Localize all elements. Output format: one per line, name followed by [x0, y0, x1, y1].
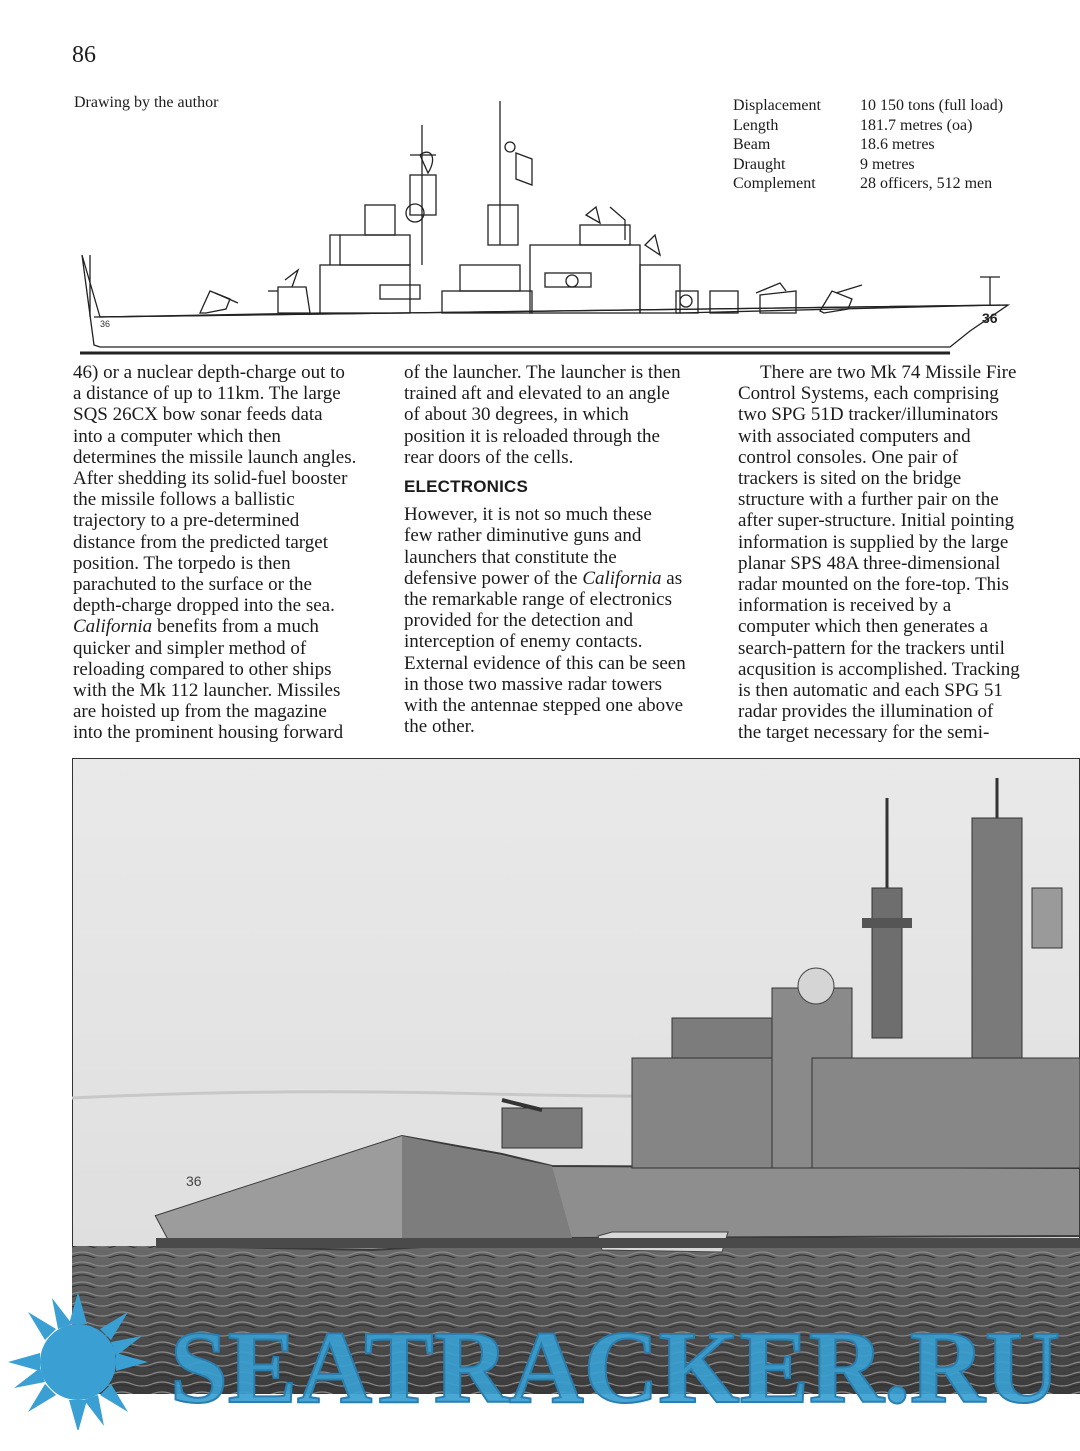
text-line: radar provides the illumination of: [738, 701, 994, 723]
text-line: [73, 616, 356, 637]
text-line: with associated computers and: [738, 425, 971, 447]
spec-label: Length: [733, 116, 779, 134]
text-line: [404, 568, 686, 589]
text-line: determines the missile launch angles.: [73, 446, 357, 468]
forward-launcher: [200, 291, 230, 313]
hull-outline: [82, 255, 1008, 347]
text-fragment: benefits from a much: [152, 616, 319, 638]
text-line: the remarkable range of electronics: [404, 589, 672, 611]
text-column-2: [404, 362, 686, 737]
watermark-text: SEATRACKER.RU: [170, 1310, 1060, 1425]
spec-label: Beam: [733, 136, 771, 153]
section-heading-electronics: ELECTRONICS: [404, 477, 529, 497]
text-line: computer which then generates a: [738, 616, 989, 638]
photo-bridge: [632, 1058, 792, 1168]
bridge-structure: [320, 265, 410, 313]
text-line: information is received by a: [738, 595, 952, 617]
text-line: radar mounted on the fore-top. This: [738, 574, 1009, 596]
text-line: the other.: [404, 716, 475, 738]
text-column-1: [73, 362, 356, 744]
text-line: control consoles. One pair of: [738, 446, 959, 468]
text-line: the missile follows a ballistic: [73, 489, 295, 511]
text-line: planar SPS 48A three-dimensional: [738, 552, 1001, 574]
text-line: into a computer which then: [73, 425, 281, 447]
watermark: [0, 1290, 1080, 1430]
text-column-3: [738, 362, 1020, 744]
text-line: reloading compared to other ships: [73, 658, 332, 680]
text-line: structure with a further pair on the: [738, 489, 999, 511]
text-line: the target necessary for the semi-: [738, 722, 990, 744]
text-line: are hoisted up from the magazine: [73, 701, 327, 723]
text-line: quicker and simpler method of: [73, 637, 307, 659]
text-line: launchers that constitute the: [404, 546, 617, 568]
text-line: External evidence of this can be seen: [404, 652, 686, 674]
photo-hull-number: 36: [186, 1173, 202, 1189]
spec-label: Complement: [733, 175, 816, 192]
text-line: After shedding its solid-fuel booster: [73, 468, 348, 490]
forward-gun: [278, 287, 310, 313]
text-line: with the antennae stepped one above: [404, 695, 684, 717]
text-fragment: defensive power of the: [404, 567, 583, 589]
spec-value: 10 150 tons (full load): [860, 97, 1004, 114]
text-line: after super-structure. Initial pointing: [738, 510, 1015, 532]
text-line: into the prominent housing forward: [73, 722, 344, 744]
photo-main-mast: [972, 818, 1022, 1058]
text-line: parachuted to the surface or the: [73, 574, 312, 596]
spec-value: 28 officers, 512 men: [860, 175, 993, 192]
ship-profile-drawing: [80, 95, 1020, 360]
text-line: trained aft and elevated to an angle: [404, 383, 670, 405]
text-fragment: There are two Mk 74 Missile Fire: [760, 362, 1017, 383]
text-line: is then automatic and each SPG 51: [738, 680, 1003, 702]
text-line: two SPG 51D tracker/illuminators: [738, 404, 999, 426]
text-line: 46) or a nuclear depth-charge out to: [73, 362, 345, 383]
hull-number-bow: 36: [100, 319, 111, 329]
spec-value: 181.7 metres (oa): [860, 116, 973, 134]
text-line: with the Mk 112 launcher. Missiles: [73, 680, 341, 702]
text-line: position it is reloaded through the: [404, 425, 660, 447]
page-number: 86: [72, 42, 96, 68]
text-line: acqusition is accomplished. Tracking: [738, 658, 1020, 680]
ship-name-italic: California: [73, 616, 153, 638]
photo-fore-mast: [872, 888, 902, 1038]
ship-name-italic: California: [582, 567, 662, 589]
text-line: Control Systems, each comprising: [738, 383, 999, 405]
text-line: a distance of up to 11km. The large: [73, 383, 341, 405]
spec-value: 18.6 metres: [860, 136, 935, 153]
text-line: search-pattern for the trackers until: [738, 637, 1005, 659]
text-line: in those two massive radar towers: [404, 673, 663, 695]
text-line: of about 30 degrees, in which: [404, 404, 629, 426]
spec-value: 9 metres: [860, 155, 915, 173]
text-line: rear doors of the cells.: [404, 446, 574, 468]
text-line: provided for the detection and: [404, 610, 633, 632]
text-fragment: as: [661, 567, 683, 589]
spec-label: Displacement: [733, 97, 821, 114]
text-line: However, it is not so much these: [404, 504, 652, 526]
text-line: trackers is sited on the bridge: [738, 468, 962, 490]
text-line: few rather diminutive guns and: [404, 525, 642, 547]
hull-number-stern: 36: [982, 310, 998, 326]
text-line: of the launcher. The launcher is then: [404, 362, 681, 383]
after-superstructure: [530, 245, 640, 313]
text-line: information is supplied by the large: [738, 531, 1009, 553]
watermark-burst-icon: [8, 1292, 148, 1430]
text-line: distance from the predicted target: [73, 531, 328, 553]
spec-label: Draught: [733, 155, 786, 173]
drawing-credit: Drawing by the author: [74, 94, 219, 111]
text-line: [738, 362, 1020, 383]
text-line: interception of enemy contacts.: [404, 631, 643, 653]
text-line: position. The torpedo is then: [73, 552, 291, 574]
text-line: SQS 26CX bow sonar feeds data: [73, 404, 323, 426]
text-line: trajectory to a pre-determined: [73, 510, 300, 532]
aft-gun: [756, 283, 786, 293]
text-line: depth-charge dropped into the sea.: [73, 595, 335, 617]
